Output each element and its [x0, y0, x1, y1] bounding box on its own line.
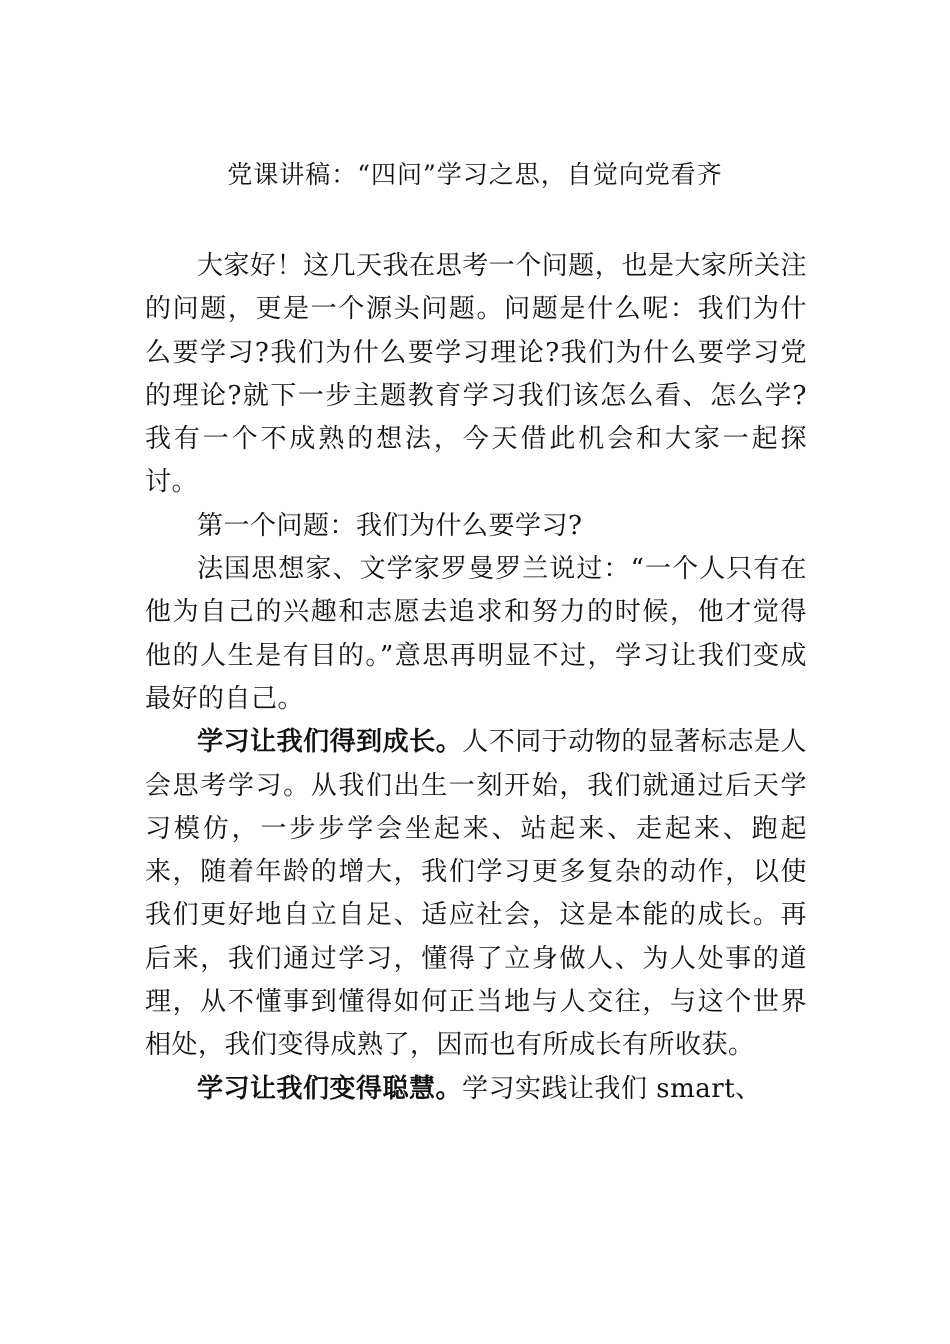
paragraph-lead: 学习让我们变得聪慧。 — [197, 1073, 463, 1104]
document-title: 党课讲稿：“四问”学习之思，自觉向党看齐 — [227, 160, 723, 189]
paragraph-wisdom — [145, 1068, 807, 1111]
paragraph-text: 人不同于动物的显著标志是人会思考学习。从我们出生一刻开始，我们就通过后天学习模仿，一步步学会坐起来、站起来、走起来、跑起来，随着年龄的增大，我们学习更多复杂的动作，以使我们更好地自立自足、适应社会，这是本能的成长。再后来，我们通过学习，懂得了立身做人、为人处事的道理，从不懂事到懂得如何正当地与人交往，与这个世界相处，我们变得成熟了，因而也有所成长有所收获。 — [145, 727, 807, 1061]
paragraph-question-heading — [145, 505, 807, 548]
paragraph-text: 大家好！这几天我在思考一个问题，也是大家所关注的问题，更是一个源头问题。问题是什么呢：我们为什么要学习?我们为什么要学习理论?我们为什么要学习党的理论?就下一步主题教育学习我们该怎么看、怎么学?我有一个不成熟的想法，今天借此机会和大家一起探讨。 — [145, 251, 807, 498]
paragraph-greeting — [145, 245, 807, 505]
paragraph-text: 学习实践让我们 smart、 — [462, 1073, 762, 1104]
document-body — [145, 245, 807, 1111]
paragraph-quote — [145, 548, 807, 721]
paragraph-growth — [145, 721, 807, 1067]
paragraph-lead: 学习让我们得到成长。 — [197, 727, 463, 758]
paragraph-text: 法国思想家、文学家罗曼罗兰说过：“一个人只有在他为自己的兴趣和志愿去追求和努力的时候，他才觉得他的人生是有目的。”意思再明显不过，学习让我们变成最好的自己。 — [145, 554, 807, 714]
paragraph-text: 第一个问题：我们为什么要学习? — [197, 510, 583, 541]
